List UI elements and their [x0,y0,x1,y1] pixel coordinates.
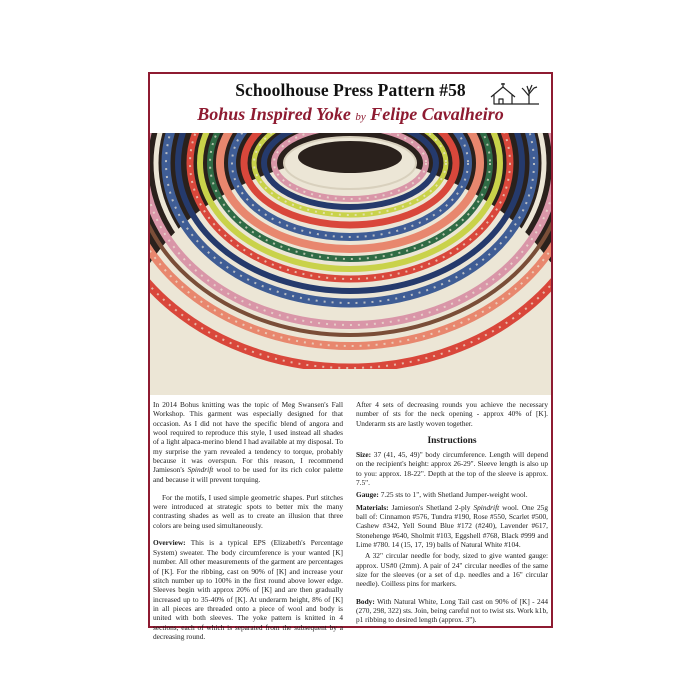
needles-paragraph: A 32" circular needle for body, sized to give wanted gauge: approx. US#0 (2mm). A pair of 24" circular needles of the same size for the sleeves (or a set of d.p. needles and a 16" circular needle). Coilless pins for markers. [356,551,548,589]
materials-label: Materials: [356,502,389,512]
overview-paragraph: Overview: This is a typical EPS (Elizabeth's Percentage System) sweater. The body circumference is your wanted [K] number. All other measurements of the garment are percentages of [K]. For the ribbing, cast on 90% of [K] and increase your stitch number up to 100% in the first round above lower edge. Sleeves begin with approx 20% of [K] and are then gradually increased up to 35-40% of [K]. At underarm height, 8% of [K] in all pieces are threaded onto a piece of wool and body is united with both sleeves. The yoke pattern is knitted in 4 sections, each of which is separated from the subsequent by a decreasing round. [153,538,343,641]
sweater-photo [150,133,551,395]
pattern-page [148,72,553,641]
size-paragraph: Size: 37 (41, 45, 49)" body circumference. Length will depend on the recipient's height: approx 26-29". Sleeve length is also up to you: approx. 18-22". Depth at the top of the sleeve is approx. 7.5". [356,449,548,487]
pattern-name: Bohus Inspired Yoke [197,104,351,124]
by-word: by [355,111,366,123]
header [150,74,551,132]
left-column [153,400,343,641]
sweater-lower-body [150,369,551,395]
schoolhouse-logo-icon [489,80,541,106]
body-paragraph: Body: With Natural White, Long Tail cast on 90% of [K] - 244 (270, 298, 322) sts. Join, being careful not to twist sts. Work k1b, p1 ribbing to desired length (approx. 3"). [356,596,548,625]
size-label: Size: [356,449,372,459]
page-title: Schoolhouse Press Pattern #58 [235,80,466,100]
neck-opening [298,141,402,173]
instructions-heading: Instructions [427,435,477,446]
author-name: Felipe Cavalheiro [370,104,504,124]
body-label: Body: [356,596,375,606]
motifs-paragraph: For the motifs, I used simple geometric shapes. Purl stitches were introduced at strategic spots to better mix the many contrasting shades as well as to create an illusion that three colors are being used simultaneously. [153,492,343,530]
gauge-paragraph: Gauge: 7.25 sts to 1", with Shetland Jumper-weight wool. [356,490,528,500]
overview-label: Overview: [153,538,186,548]
materials-paragraph: Materials: Jamieson's Shetland 2-ply Spindrift wool. One 25g ball of: Cinnamon #576, Tundra #190, Rose #550, Scarlet #500, Cashew #342, Yell Sound Blue #172 (#240), Lavender #617, Stonehenge #640, Sholmit #103, Eggshell #768, Black #999 and Lime #780. 14 (15, 17, 19) balls of Natural White #104. [356,502,548,549]
decrease-paragraph: After 4 sets of decreasing rounds you achieve the necessary number of sts for the neck opening - approx 40% of [K]. Underarm sts are lastly woven together. [356,400,548,428]
gauge-label: Gauge: [356,490,379,500]
pattern-subtitle [150,104,551,125]
intro-paragraph: In 2014 Bohus knitting was the topic of Meg Swansen's Fall Workshop. This garment was especially designed for that occasion. As I did not have the specific blend of angora and wool required to reproduce this style, I used instead all shades of a light alpaca-merino blend I had available at my disposal. To my surprise the yarn revealed a tendency to torque, probably because it was overspun. For this reason, I recommend Jamieson's Spindrift wool to be used for its rich color palette and because it will prevent torquing. [153,400,343,484]
right-column [356,400,548,625]
